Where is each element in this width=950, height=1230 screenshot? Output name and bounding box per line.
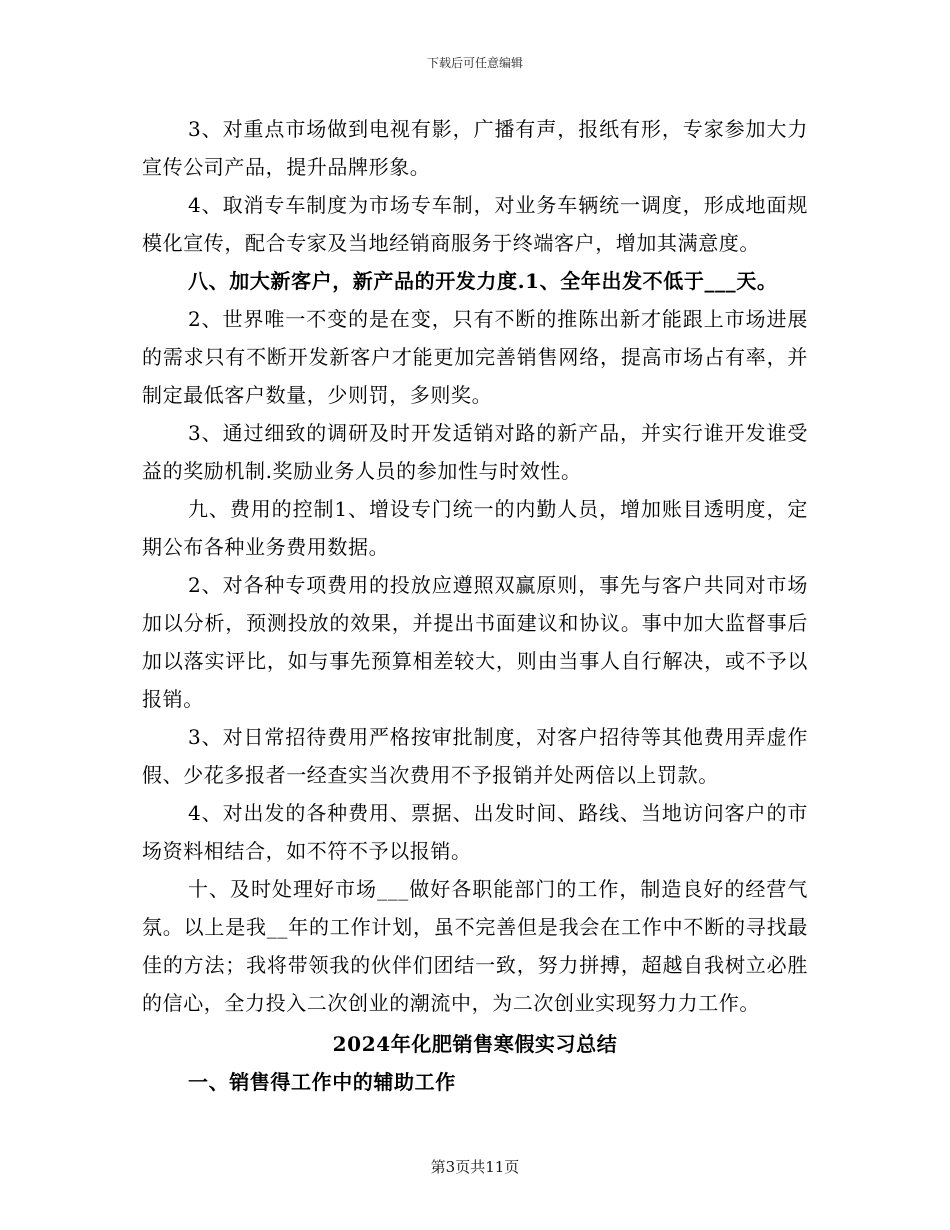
paragraph: 4、取消专车制度为市场专车制，对业务车辆统一调度，形成地面规模化宣传，配合专家及当地经销商服务于终端客户，增加其满意度。	[142, 193, 808, 255]
paragraph: 2、世界唯一不变的是在变，只有不断的推陈出新才能跟上市场进展的需求只有不断开发新客户才能更加完善销售网络，提高市场占有率，并制定最低客户数量，少则罚，多则奖。	[142, 307, 808, 407]
paragraph: 2、对各种专项费用的投放应遵照双赢原则，事先与客户共同对市场加以分析，预测投放的效果，并提出书面建议和协议。事中加大监督事后加以落实评比，如与事先预算相差较大，则由当事人自行解决，或不予以报销。	[142, 573, 808, 711]
paragraph: 十、及时处理好市场___做好各职能部门的工作，制造良好的经营气氛。以上是我__年的工作计划，虽不完善但是我会在工作中不断的寻找最佳的方法；我将带领我的伙伴们团结一致，努力拼搏，超越自我树立必胜的信心，全力投入二次创业的潮流中，为二次创业实现努力力工作。	[142, 877, 808, 1015]
paragraph: 4、对出发的各种费用、票据、出发时间、路线、当地访问客户的市场资料相结合，如不符不予以报销。	[142, 801, 808, 863]
page-number: 第3页共11页	[430, 1158, 520, 1176]
paragraph: 3、对日常招待费用严格按审批制度，对客户招待等其他费用弄虚作假、少花多报者一经查实当次费用不予报销并处两倍以上罚款。	[142, 725, 808, 787]
document-title: 2024年化肥销售寒假实习总结	[332, 1032, 618, 1056]
section-heading: 一、销售得工作中的辅助工作	[188, 1070, 456, 1094]
header-note: 下载后可任意编辑	[426, 56, 523, 70]
paragraph: 3、通过细致的调研及时开发适销对路的新产品，并实行谁开发谁受益的奖励机制.奖励业务人员的参加性与时效性。	[142, 421, 808, 483]
document-body	[142, 110, 808, 1101]
paragraph: 3、对重点市场做到电视有影，广播有声，报纸有形，专家参加大力宣传公司产品，提升品牌形象。	[142, 117, 808, 179]
section-heading-8: 八、加大新客户，新产品的开发力度.1、全年出发不低于___天。	[188, 269, 778, 293]
paragraph: 九、费用的控制1、增设专门统一的内勤人员，增加账目透明度，定期公布各种业务费用数据。	[142, 497, 808, 559]
